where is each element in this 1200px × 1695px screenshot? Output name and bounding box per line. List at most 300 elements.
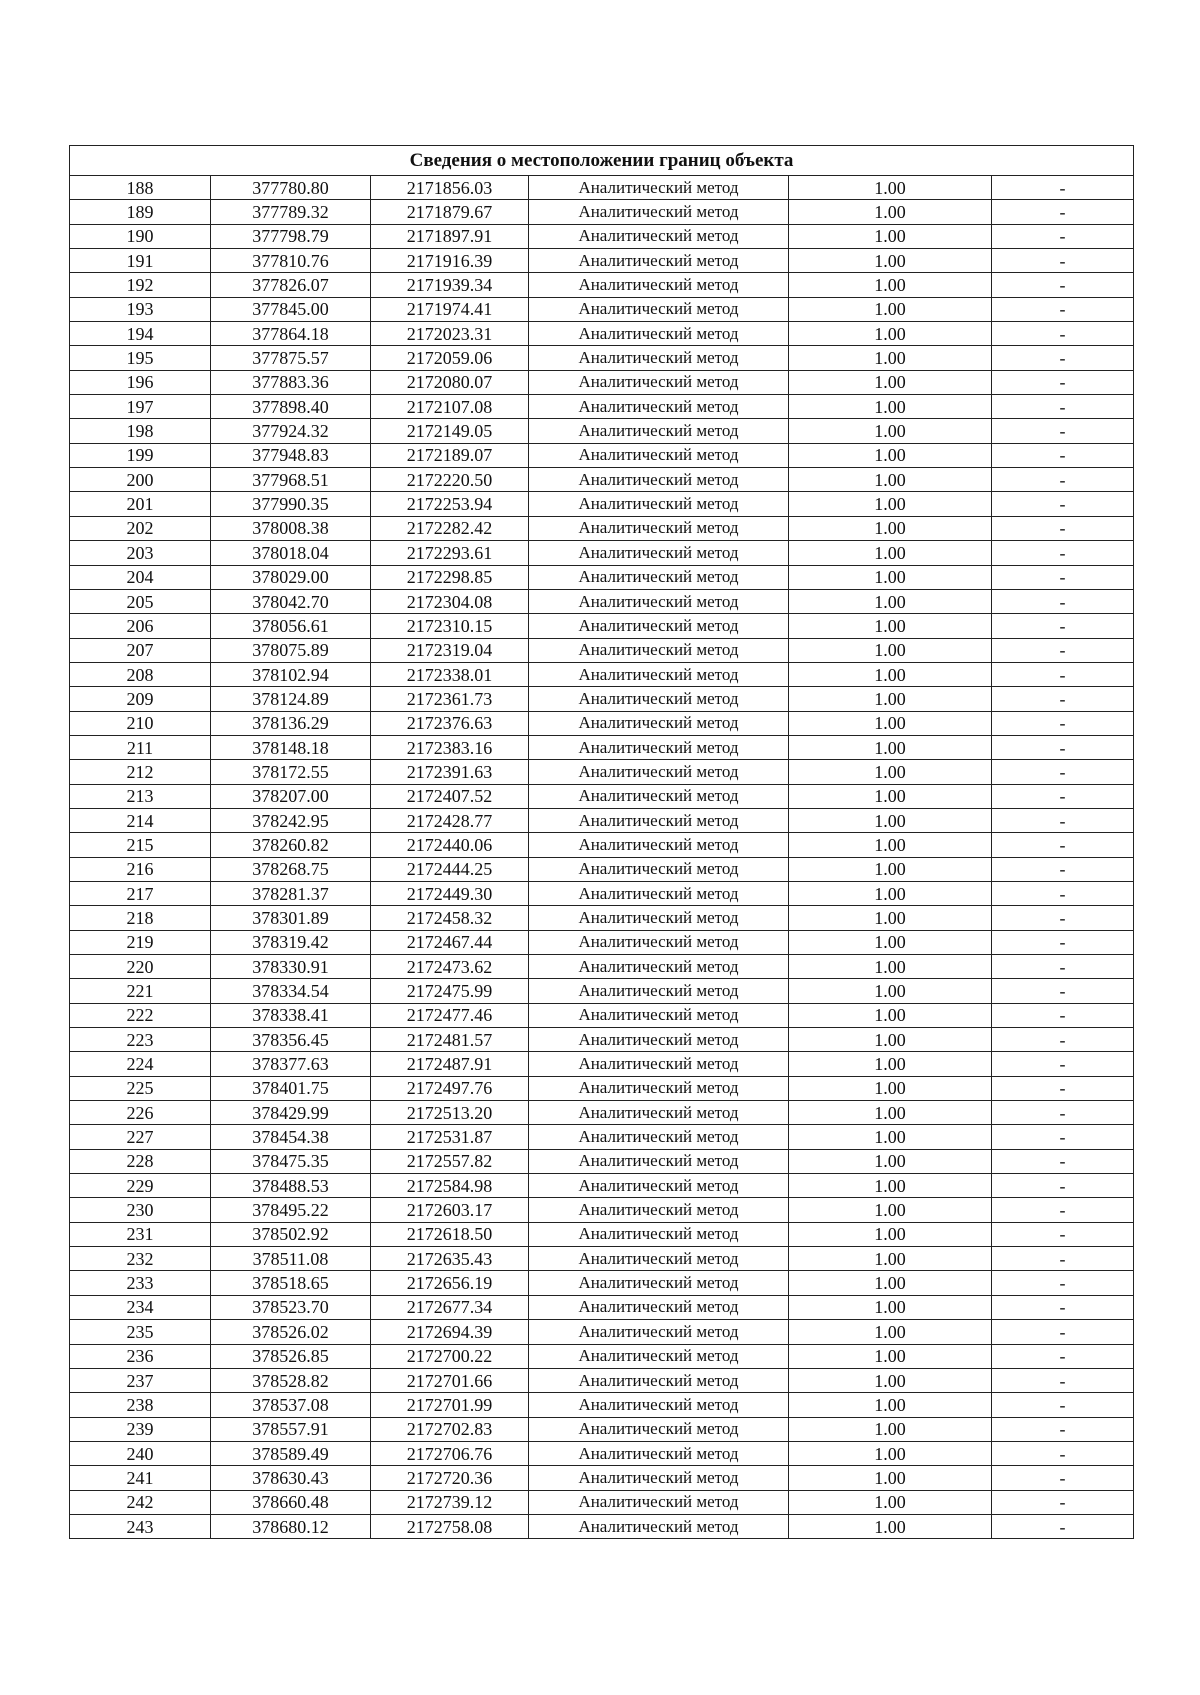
y-coordinate-cell: 2172694.39 <box>371 1320 529 1344</box>
x-coordinate-cell: 377810.76 <box>211 249 371 273</box>
method-cell: Аналитический метод <box>529 249 789 273</box>
x-coordinate-cell: 378377.63 <box>211 1052 371 1076</box>
precision-cell: 1.00 <box>789 541 992 565</box>
precision-cell: 1.00 <box>789 468 992 492</box>
point-number-cell: 238 <box>70 1393 211 1417</box>
description-cell: - <box>992 760 1134 784</box>
y-coordinate-cell: 2172220.50 <box>371 468 529 492</box>
point-number-cell: 242 <box>70 1490 211 1514</box>
method-cell: Аналитический метод <box>529 346 789 370</box>
x-coordinate-cell: 377780.80 <box>211 176 371 200</box>
x-coordinate-cell: 378018.04 <box>211 541 371 565</box>
point-number-cell: 241 <box>70 1466 211 1490</box>
precision-cell: 1.00 <box>789 1344 992 1368</box>
x-coordinate-cell: 378334.54 <box>211 979 371 1003</box>
x-coordinate-cell: 378042.70 <box>211 589 371 613</box>
method-cell: Аналитический метод <box>529 1198 789 1222</box>
x-coordinate-cell: 378268.75 <box>211 857 371 881</box>
description-cell: - <box>992 1028 1134 1052</box>
description-cell: - <box>992 224 1134 248</box>
point-number-cell: 191 <box>70 249 211 273</box>
table-row <box>70 1247 1134 1271</box>
point-number-cell: 230 <box>70 1198 211 1222</box>
y-coordinate-cell: 2172059.06 <box>371 346 529 370</box>
description-cell: - <box>992 1368 1134 1392</box>
point-number-cell: 228 <box>70 1149 211 1173</box>
method-cell: Аналитический метод <box>529 1271 789 1295</box>
y-coordinate-cell: 2172758.08 <box>371 1514 529 1538</box>
table-row <box>70 346 1134 370</box>
y-coordinate-cell: 2172376.63 <box>371 711 529 735</box>
table-row <box>70 589 1134 613</box>
x-coordinate-cell: 377948.83 <box>211 443 371 467</box>
y-coordinate-cell: 2172739.12 <box>371 1490 529 1514</box>
point-number-cell: 213 <box>70 784 211 808</box>
x-coordinate-cell: 378319.42 <box>211 930 371 954</box>
method-cell: Аналитический метод <box>529 1222 789 1246</box>
y-coordinate-cell: 2172701.99 <box>371 1393 529 1417</box>
x-coordinate-cell: 378056.61 <box>211 614 371 638</box>
point-number-cell: 193 <box>70 297 211 321</box>
point-number-cell: 188 <box>70 176 211 200</box>
y-coordinate-cell: 2171974.41 <box>371 297 529 321</box>
table-row <box>70 760 1134 784</box>
precision-cell: 1.00 <box>789 249 992 273</box>
method-cell: Аналитический метод <box>529 273 789 297</box>
precision-cell: 1.00 <box>789 224 992 248</box>
point-number-cell: 209 <box>70 687 211 711</box>
table-row <box>70 906 1134 930</box>
point-number-cell: 197 <box>70 395 211 419</box>
table-row <box>70 224 1134 248</box>
y-coordinate-cell: 2172253.94 <box>371 492 529 516</box>
precision-cell: 1.00 <box>789 1514 992 1538</box>
method-cell: Аналитический метод <box>529 662 789 686</box>
y-coordinate-cell: 2172720.36 <box>371 1466 529 1490</box>
method-cell: Аналитический метод <box>529 1393 789 1417</box>
y-coordinate-cell: 2172513.20 <box>371 1101 529 1125</box>
precision-cell: 1.00 <box>789 955 992 979</box>
point-number-cell: 233 <box>70 1271 211 1295</box>
y-coordinate-cell: 2172618.50 <box>371 1222 529 1246</box>
y-coordinate-cell: 2172531.87 <box>371 1125 529 1149</box>
method-cell: Аналитический метод <box>529 565 789 589</box>
precision-cell: 1.00 <box>789 346 992 370</box>
point-number-cell: 198 <box>70 419 211 443</box>
point-number-cell: 235 <box>70 1320 211 1344</box>
description-cell: - <box>992 370 1134 394</box>
table-row <box>70 808 1134 832</box>
table-row <box>70 1174 1134 1198</box>
method-cell: Аналитический метод <box>529 200 789 224</box>
x-coordinate-cell: 378029.00 <box>211 565 371 589</box>
x-coordinate-cell: 378518.65 <box>211 1271 371 1295</box>
precision-cell: 1.00 <box>789 516 992 540</box>
x-coordinate-cell: 378454.38 <box>211 1125 371 1149</box>
precision-cell: 1.00 <box>789 1441 992 1465</box>
x-coordinate-cell: 378124.89 <box>211 687 371 711</box>
precision-cell: 1.00 <box>789 1101 992 1125</box>
description-cell: - <box>992 1198 1134 1222</box>
x-coordinate-cell: 377968.51 <box>211 468 371 492</box>
description-cell: - <box>992 735 1134 759</box>
description-cell: - <box>992 200 1134 224</box>
precision-cell: 1.00 <box>789 614 992 638</box>
precision-cell: 1.00 <box>789 322 992 346</box>
table-row <box>70 492 1134 516</box>
table-row <box>70 833 1134 857</box>
y-coordinate-cell: 2172361.73 <box>371 687 529 711</box>
y-coordinate-cell: 2172444.25 <box>371 857 529 881</box>
description-cell: - <box>992 881 1134 905</box>
y-coordinate-cell: 2172702.83 <box>371 1417 529 1441</box>
method-cell: Аналитический метод <box>529 468 789 492</box>
table-row <box>70 565 1134 589</box>
description-cell: - <box>992 1466 1134 1490</box>
precision-cell: 1.00 <box>789 1393 992 1417</box>
table-row <box>70 1344 1134 1368</box>
x-coordinate-cell: 378075.89 <box>211 638 371 662</box>
x-coordinate-cell: 378680.12 <box>211 1514 371 1538</box>
precision-cell: 1.00 <box>789 808 992 832</box>
x-coordinate-cell: 378260.82 <box>211 833 371 857</box>
x-coordinate-cell: 377883.36 <box>211 370 371 394</box>
description-cell: - <box>992 711 1134 735</box>
precision-cell: 1.00 <box>789 784 992 808</box>
point-number-cell: 210 <box>70 711 211 735</box>
description-cell: - <box>992 906 1134 930</box>
point-number-cell: 236 <box>70 1344 211 1368</box>
y-coordinate-cell: 2172107.08 <box>371 395 529 419</box>
point-number-cell: 194 <box>70 322 211 346</box>
precision-cell: 1.00 <box>789 419 992 443</box>
table-body <box>70 176 1134 1539</box>
table-row <box>70 273 1134 297</box>
point-number-cell: 192 <box>70 273 211 297</box>
precision-cell: 1.00 <box>789 1052 992 1076</box>
x-coordinate-cell: 378526.85 <box>211 1344 371 1368</box>
description-cell: - <box>992 614 1134 638</box>
point-number-cell: 212 <box>70 760 211 784</box>
method-cell: Аналитический метод <box>529 541 789 565</box>
x-coordinate-cell: 378528.82 <box>211 1368 371 1392</box>
method-cell: Аналитический метод <box>529 589 789 613</box>
precision-cell: 1.00 <box>789 1490 992 1514</box>
method-cell: Аналитический метод <box>529 1003 789 1027</box>
table-row <box>70 1441 1134 1465</box>
method-cell: Аналитический метод <box>529 735 789 759</box>
description-cell: - <box>992 1514 1134 1538</box>
y-coordinate-cell: 2172700.22 <box>371 1344 529 1368</box>
table-row <box>70 1466 1134 1490</box>
x-coordinate-cell: 378495.22 <box>211 1198 371 1222</box>
y-coordinate-cell: 2172319.04 <box>371 638 529 662</box>
table-row <box>70 711 1134 735</box>
description-cell: - <box>992 784 1134 808</box>
x-coordinate-cell: 377845.00 <box>211 297 371 321</box>
y-coordinate-cell: 2172467.44 <box>371 930 529 954</box>
table-title-row <box>70 146 1134 176</box>
description-cell: - <box>992 687 1134 711</box>
table-row <box>70 1198 1134 1222</box>
method-cell: Аналитический метод <box>529 857 789 881</box>
table-row <box>70 370 1134 394</box>
table-row <box>70 687 1134 711</box>
table-row <box>70 1003 1134 1027</box>
table-row <box>70 857 1134 881</box>
x-coordinate-cell: 377924.32 <box>211 419 371 443</box>
precision-cell: 1.00 <box>789 1466 992 1490</box>
method-cell: Аналитический метод <box>529 906 789 930</box>
precision-cell: 1.00 <box>789 1247 992 1271</box>
method-cell: Аналитический метод <box>529 1441 789 1465</box>
point-number-cell: 200 <box>70 468 211 492</box>
precision-cell: 1.00 <box>789 395 992 419</box>
method-cell: Аналитический метод <box>529 808 789 832</box>
description-cell: - <box>992 516 1134 540</box>
method-cell: Аналитический метод <box>529 1125 789 1149</box>
description-cell: - <box>992 1295 1134 1319</box>
method-cell: Аналитический метод <box>529 638 789 662</box>
x-coordinate-cell: 378207.00 <box>211 784 371 808</box>
y-coordinate-cell: 2171856.03 <box>371 176 529 200</box>
table-row <box>70 419 1134 443</box>
x-coordinate-cell: 377789.32 <box>211 200 371 224</box>
table-row <box>70 1514 1134 1538</box>
point-number-cell: 189 <box>70 200 211 224</box>
y-coordinate-cell: 2171939.34 <box>371 273 529 297</box>
x-coordinate-cell: 378526.02 <box>211 1320 371 1344</box>
description-cell: - <box>992 419 1134 443</box>
precision-cell: 1.00 <box>789 906 992 930</box>
point-number-cell: 232 <box>70 1247 211 1271</box>
precision-cell: 1.00 <box>789 1271 992 1295</box>
method-cell: Аналитический метод <box>529 1417 789 1441</box>
y-coordinate-cell: 2172477.46 <box>371 1003 529 1027</box>
point-number-cell: 199 <box>70 443 211 467</box>
y-coordinate-cell: 2171879.67 <box>371 200 529 224</box>
description-cell: - <box>992 395 1134 419</box>
y-coordinate-cell: 2172383.16 <box>371 735 529 759</box>
precision-cell: 1.00 <box>789 1198 992 1222</box>
precision-cell: 1.00 <box>789 687 992 711</box>
method-cell: Аналитический метод <box>529 1514 789 1538</box>
x-coordinate-cell: 378537.08 <box>211 1393 371 1417</box>
y-coordinate-cell: 2172304.08 <box>371 589 529 613</box>
point-number-cell: 204 <box>70 565 211 589</box>
table-row <box>70 1490 1134 1514</box>
description-cell: - <box>992 1490 1134 1514</box>
x-coordinate-cell: 378429.99 <box>211 1101 371 1125</box>
point-number-cell: 223 <box>70 1028 211 1052</box>
point-number-cell: 224 <box>70 1052 211 1076</box>
y-coordinate-cell: 2172458.32 <box>371 906 529 930</box>
x-coordinate-cell: 377875.57 <box>211 346 371 370</box>
x-coordinate-cell: 378172.55 <box>211 760 371 784</box>
method-cell: Аналитический метод <box>529 711 789 735</box>
description-cell: - <box>992 1271 1134 1295</box>
description-cell: - <box>992 808 1134 832</box>
point-number-cell: 201 <box>70 492 211 516</box>
x-coordinate-cell: 378242.95 <box>211 808 371 832</box>
y-coordinate-cell: 2172298.85 <box>371 565 529 589</box>
method-cell: Аналитический метод <box>529 297 789 321</box>
method-cell: Аналитический метод <box>529 614 789 638</box>
point-number-cell: 195 <box>70 346 211 370</box>
point-number-cell: 214 <box>70 808 211 832</box>
precision-cell: 1.00 <box>789 492 992 516</box>
precision-cell: 1.00 <box>789 1028 992 1052</box>
point-number-cell: 218 <box>70 906 211 930</box>
description-cell: - <box>992 322 1134 346</box>
description-cell: - <box>992 1393 1134 1417</box>
method-cell: Аналитический метод <box>529 419 789 443</box>
y-coordinate-cell: 2172475.99 <box>371 979 529 1003</box>
table-row <box>70 1417 1134 1441</box>
method-cell: Аналитический метод <box>529 1344 789 1368</box>
method-cell: Аналитический метод <box>529 443 789 467</box>
x-coordinate-cell: 378523.70 <box>211 1295 371 1319</box>
description-cell: - <box>992 1441 1134 1465</box>
y-coordinate-cell: 2172487.91 <box>371 1052 529 1076</box>
table-title: Сведения о местоположении границ объекта <box>70 146 1134 176</box>
method-cell: Аналитический метод <box>529 395 789 419</box>
table-row <box>70 1101 1134 1125</box>
precision-cell: 1.00 <box>789 1368 992 1392</box>
point-number-cell: 202 <box>70 516 211 540</box>
method-cell: Аналитический метод <box>529 1490 789 1514</box>
table-row <box>70 322 1134 346</box>
precision-cell: 1.00 <box>789 638 992 662</box>
x-coordinate-cell: 377864.18 <box>211 322 371 346</box>
precision-cell: 1.00 <box>789 1125 992 1149</box>
x-coordinate-cell: 378630.43 <box>211 1466 371 1490</box>
point-number-cell: 216 <box>70 857 211 881</box>
description-cell: - <box>992 346 1134 370</box>
point-number-cell: 220 <box>70 955 211 979</box>
y-coordinate-cell: 2172481.57 <box>371 1028 529 1052</box>
description-cell: - <box>992 1003 1134 1027</box>
point-number-cell: 225 <box>70 1076 211 1100</box>
precision-cell: 1.00 <box>789 370 992 394</box>
y-coordinate-cell: 2172282.42 <box>371 516 529 540</box>
point-number-cell: 207 <box>70 638 211 662</box>
table-row <box>70 1149 1134 1173</box>
precision-cell: 1.00 <box>789 930 992 954</box>
description-cell: - <box>992 662 1134 686</box>
y-coordinate-cell: 2172293.61 <box>371 541 529 565</box>
method-cell: Аналитический метод <box>529 881 789 905</box>
description-cell: - <box>992 1247 1134 1271</box>
table-row <box>70 955 1134 979</box>
description-cell: - <box>992 565 1134 589</box>
description-cell: - <box>992 955 1134 979</box>
y-coordinate-cell: 2172701.66 <box>371 1368 529 1392</box>
precision-cell: 1.00 <box>789 1222 992 1246</box>
x-coordinate-cell: 378301.89 <box>211 906 371 930</box>
x-coordinate-cell: 377990.35 <box>211 492 371 516</box>
table-row <box>70 1393 1134 1417</box>
description-cell: - <box>992 857 1134 881</box>
description-cell: - <box>992 1417 1134 1441</box>
description-cell: - <box>992 492 1134 516</box>
table-row <box>70 395 1134 419</box>
point-number-cell: 239 <box>70 1417 211 1441</box>
y-coordinate-cell: 2172635.43 <box>371 1247 529 1271</box>
method-cell: Аналитический метод <box>529 1368 789 1392</box>
x-coordinate-cell: 378330.91 <box>211 955 371 979</box>
description-cell: - <box>992 1125 1134 1149</box>
y-coordinate-cell: 2172338.01 <box>371 662 529 686</box>
point-number-cell: 208 <box>70 662 211 686</box>
method-cell: Аналитический метод <box>529 516 789 540</box>
table-row <box>70 614 1134 638</box>
x-coordinate-cell: 378281.37 <box>211 881 371 905</box>
table-row <box>70 1271 1134 1295</box>
precision-cell: 1.00 <box>789 979 992 1003</box>
precision-cell: 1.00 <box>789 711 992 735</box>
table-row <box>70 930 1134 954</box>
point-number-cell: 229 <box>70 1174 211 1198</box>
x-coordinate-cell: 377826.07 <box>211 273 371 297</box>
table-row <box>70 784 1134 808</box>
point-number-cell: 237 <box>70 1368 211 1392</box>
point-number-cell: 205 <box>70 589 211 613</box>
precision-cell: 1.00 <box>789 443 992 467</box>
point-number-cell: 196 <box>70 370 211 394</box>
table-row <box>70 200 1134 224</box>
x-coordinate-cell: 378475.35 <box>211 1149 371 1173</box>
precision-cell: 1.00 <box>789 662 992 686</box>
precision-cell: 1.00 <box>789 200 992 224</box>
precision-cell: 1.00 <box>789 760 992 784</box>
description-cell: - <box>992 1174 1134 1198</box>
description-cell: - <box>992 833 1134 857</box>
y-coordinate-cell: 2172428.77 <box>371 808 529 832</box>
y-coordinate-cell: 2172677.34 <box>371 1295 529 1319</box>
method-cell: Аналитический метод <box>529 687 789 711</box>
y-coordinate-cell: 2172706.76 <box>371 1441 529 1465</box>
method-cell: Аналитический метод <box>529 1052 789 1076</box>
method-cell: Аналитический метод <box>529 1174 789 1198</box>
precision-cell: 1.00 <box>789 833 992 857</box>
description-cell: - <box>992 297 1134 321</box>
method-cell: Аналитический метод <box>529 930 789 954</box>
point-number-cell: 217 <box>70 881 211 905</box>
precision-cell: 1.00 <box>789 565 992 589</box>
table-row <box>70 516 1134 540</box>
method-cell: Аналитический метод <box>529 1247 789 1271</box>
method-cell: Аналитический метод <box>529 1076 789 1100</box>
table-row <box>70 881 1134 905</box>
description-cell: - <box>992 541 1134 565</box>
table-row <box>70 1320 1134 1344</box>
x-coordinate-cell: 378356.45 <box>211 1028 371 1052</box>
x-coordinate-cell: 378148.18 <box>211 735 371 759</box>
method-cell: Аналитический метод <box>529 760 789 784</box>
x-coordinate-cell: 378401.75 <box>211 1076 371 1100</box>
method-cell: Аналитический метод <box>529 955 789 979</box>
point-number-cell: 222 <box>70 1003 211 1027</box>
table-row <box>70 176 1134 200</box>
precision-cell: 1.00 <box>789 297 992 321</box>
x-coordinate-cell: 377898.40 <box>211 395 371 419</box>
point-number-cell: 231 <box>70 1222 211 1246</box>
y-coordinate-cell: 2172656.19 <box>371 1271 529 1295</box>
x-coordinate-cell: 377798.79 <box>211 224 371 248</box>
precision-cell: 1.00 <box>789 1149 992 1173</box>
description-cell: - <box>992 443 1134 467</box>
